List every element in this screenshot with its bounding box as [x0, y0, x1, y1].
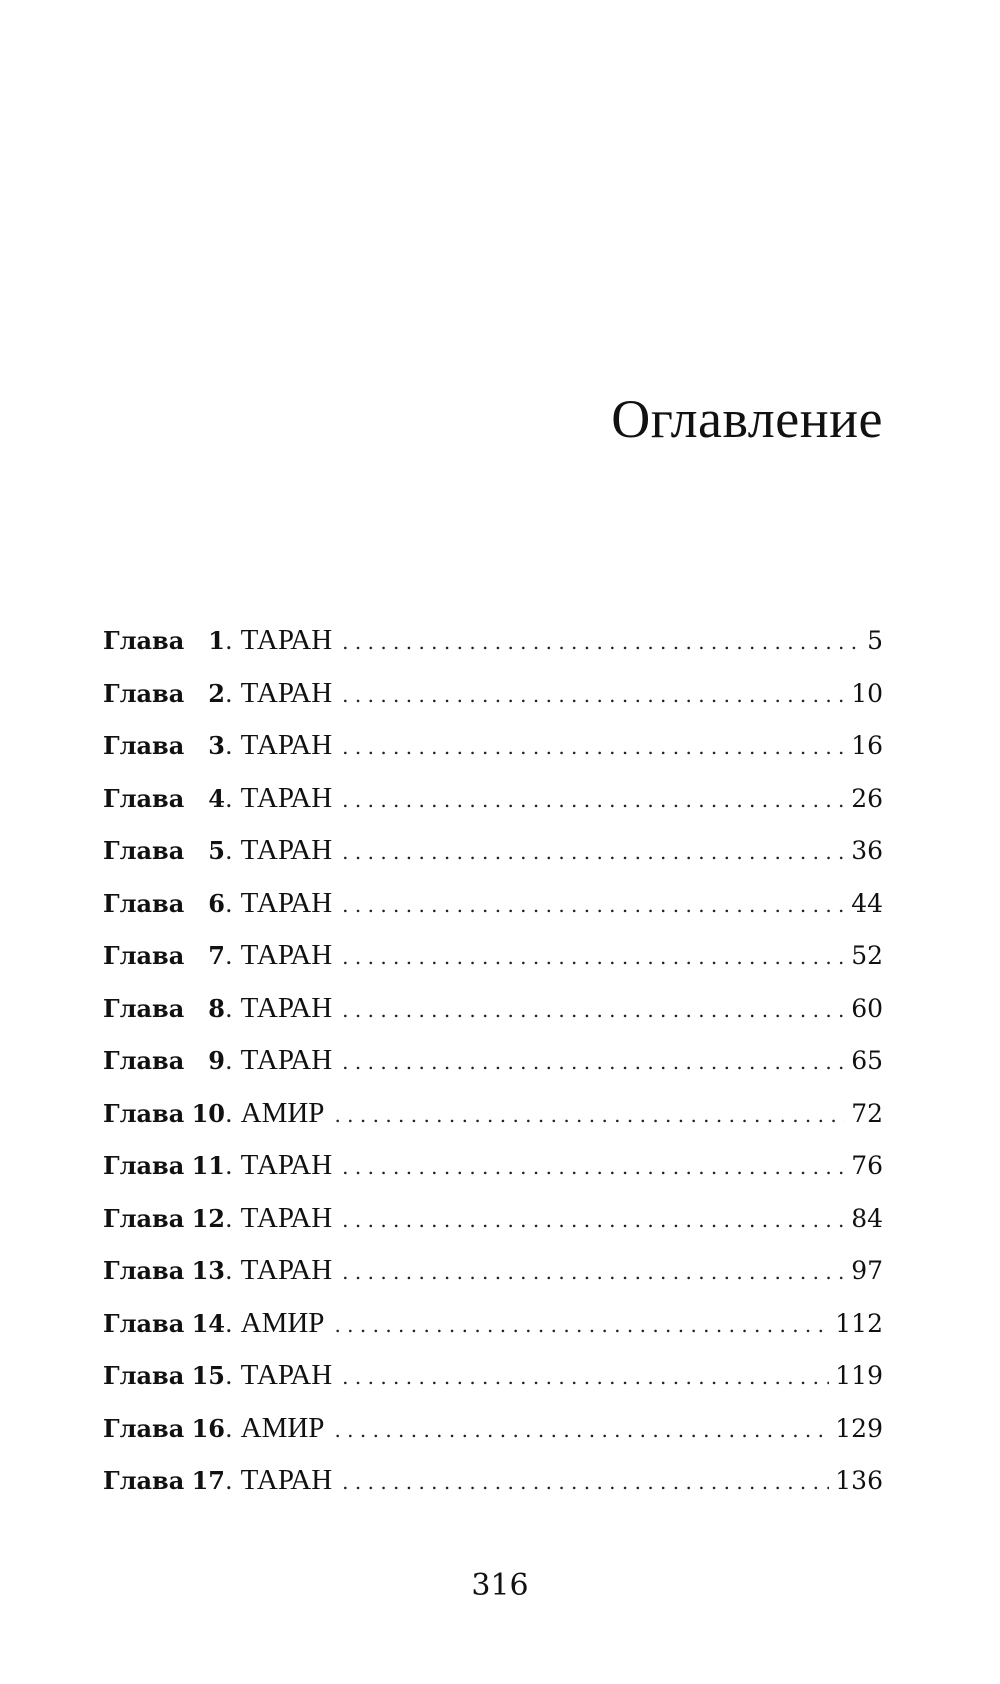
chapter-number-dot: .: [225, 1099, 233, 1128]
page-title: Оглавление: [611, 389, 883, 450]
chapter-title: ТАРАН: [240, 1044, 333, 1076]
dot-leader: [342, 1262, 845, 1282]
chapter-title: ТАРАН: [240, 781, 333, 814]
dot-leader: [342, 685, 845, 705]
chapter-number-dot: .: [225, 889, 233, 918]
chapter-label: Глава: [103, 1046, 185, 1075]
chapter-label: Глава: [103, 993, 185, 1023]
chapter-number: 16: [191, 1413, 225, 1443]
chapter-label: Глава: [103, 1413, 185, 1443]
chapter-title: ТАРАН: [240, 939, 333, 971]
chapter-number: 12: [191, 1203, 225, 1233]
chapter-number: 1: [208, 626, 225, 655]
chapter-page-number: 76: [851, 1151, 883, 1180]
dot-leader: [342, 790, 845, 810]
toc-entry: [103, 836, 883, 889]
toc-entry: [103, 1411, 883, 1467]
toc-entry: [103, 1466, 883, 1519]
toc-entry: [103, 941, 883, 994]
chapter-label: Глава: [103, 731, 185, 760]
dot-leader: [342, 1472, 829, 1492]
chapter-label: Глава: [103, 1361, 185, 1390]
toc-entry: [103, 1256, 883, 1309]
toc-entry: [103, 676, 883, 732]
chapter-page-number: 60: [851, 993, 883, 1023]
chapter-number-dot: .: [225, 994, 233, 1023]
toc-entry: [103, 1096, 883, 1152]
dot-leader: [342, 895, 845, 915]
chapter-title: ТАРАН: [240, 886, 333, 919]
chapter-label: Глава: [103, 1308, 185, 1338]
chapter-page-number: 129: [835, 1413, 883, 1443]
chapter-number-dot: .: [225, 1467, 233, 1495]
chapter-title: ТАРАН: [240, 1149, 333, 1181]
chapter-number-dot: .: [225, 1414, 233, 1443]
chapter-label: Глава: [103, 1256, 185, 1285]
chapter-number: 8: [208, 993, 225, 1023]
toc-entry: [103, 731, 883, 784]
chapter-page-number: 84: [851, 1203, 883, 1233]
chapter-number: 14: [191, 1308, 225, 1338]
chapter-page-number: 97: [851, 1256, 883, 1285]
chapter-label: Глава: [103, 1203, 185, 1233]
chapter-label: Глава: [103, 1098, 185, 1128]
chapter-page-number: 36: [851, 836, 883, 865]
chapter-number-dot: .: [225, 732, 233, 760]
chapter-number: 2: [208, 678, 225, 708]
dot-leader: [334, 1315, 829, 1335]
toc-entry: [103, 1306, 883, 1362]
chapter-label: Глава: [103, 783, 185, 813]
page-number: 316: [471, 1568, 529, 1603]
chapter-number-dot: .: [225, 1047, 233, 1075]
dot-leader: [342, 632, 861, 652]
chapter-number-dot: .: [225, 942, 233, 970]
chapter-page-number: 136: [835, 1466, 883, 1495]
chapter-label: Глава: [103, 1151, 185, 1180]
chapter-title: АМИР: [240, 1096, 325, 1129]
chapter-title: АМИР: [240, 1411, 325, 1444]
chapter-page-number: 65: [851, 1046, 883, 1075]
chapter-number: 3: [208, 731, 225, 760]
chapter-title: ТАРАН: [240, 624, 333, 656]
toc-entry: [103, 1201, 883, 1257]
chapter-number: 13: [191, 1256, 225, 1285]
chapter-title: ТАРАН: [240, 991, 333, 1024]
chapter-number-dot: .: [225, 1257, 233, 1285]
chapter-number-dot: .: [225, 679, 233, 708]
dot-leader: [342, 842, 845, 862]
dot-leader: [342, 947, 845, 967]
chapter-number-dot: .: [225, 1362, 233, 1390]
chapter-page-number: 10: [851, 678, 883, 708]
chapter-number-dot: .: [225, 784, 233, 813]
dot-leader: [342, 1367, 829, 1387]
chapter-number-dot: .: [225, 1152, 233, 1180]
chapter-number-dot: .: [225, 627, 233, 655]
chapter-number: 5: [208, 836, 225, 865]
chapter-label: Глава: [103, 888, 185, 918]
chapter-page-number: 119: [835, 1361, 883, 1390]
dot-leader: [342, 1052, 845, 1072]
chapter-label: Глава: [103, 678, 185, 708]
toc-entry: [103, 1046, 883, 1099]
table-of-contents: [103, 626, 883, 1519]
chapter-label: Глава: [103, 941, 185, 970]
chapter-number: 7: [208, 941, 225, 970]
chapter-label: Глава: [103, 836, 185, 865]
toc-entry: [103, 991, 883, 1047]
chapter-title: ТАРАН: [240, 1359, 333, 1391]
chapter-number-dot: .: [225, 1309, 233, 1338]
toc-entry: [103, 781, 883, 837]
dot-leader: [342, 1210, 845, 1230]
chapter-label: Глава: [103, 1466, 185, 1495]
chapter-number: 9: [208, 1046, 225, 1075]
chapter-title: ТАРАН: [240, 729, 333, 761]
chapter-number-dot: .: [225, 1204, 233, 1233]
dot-leader: [334, 1420, 829, 1440]
toc-entry: [103, 1151, 883, 1204]
dot-leader: [342, 1000, 845, 1020]
chapter-page-number: 52: [851, 941, 883, 970]
toc-entry: [103, 1361, 883, 1414]
chapter-page-number: 5: [867, 626, 883, 655]
toc-entry: [103, 886, 883, 942]
chapter-page-number: 16: [851, 731, 883, 760]
dot-leader: [334, 1105, 845, 1125]
chapter-title: ТАРАН: [240, 1254, 333, 1286]
chapter-number: 17: [191, 1466, 225, 1495]
dot-leader: [342, 1157, 845, 1177]
chapter-number: 4: [208, 783, 225, 813]
chapter-number: 6: [208, 888, 225, 918]
chapter-title: ТАРАН: [240, 676, 333, 709]
chapter-page-number: 112: [835, 1308, 883, 1338]
chapter-title: ТАРАН: [240, 834, 333, 866]
chapter-title: АМИР: [240, 1306, 325, 1339]
chapter-number: 10: [191, 1098, 225, 1128]
chapter-number: 11: [191, 1151, 225, 1180]
chapter-label: Глава: [103, 626, 185, 655]
chapter-title: ТАРАН: [240, 1464, 333, 1496]
chapter-number: 15: [191, 1361, 225, 1390]
chapter-page-number: 72: [851, 1098, 883, 1128]
chapter-number-dot: .: [225, 837, 233, 865]
dot-leader: [342, 737, 845, 757]
toc-entry: [103, 626, 883, 679]
chapter-title: ТАРАН: [240, 1201, 333, 1234]
chapter-page-number: 44: [851, 888, 883, 918]
chapter-page-number: 26: [851, 783, 883, 813]
